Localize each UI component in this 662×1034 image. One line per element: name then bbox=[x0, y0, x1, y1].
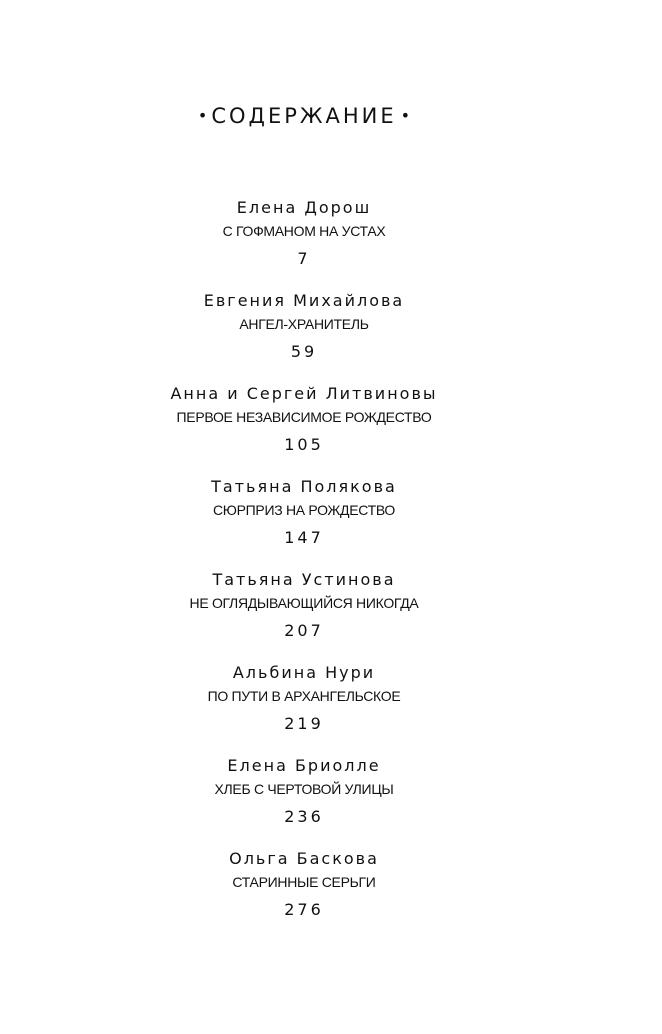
entry-title: ПЕРВОЕ НЕЗАВИСИМОЕ РОЖДЕСТВО bbox=[176, 409, 432, 425]
toc-entry bbox=[0, 754, 608, 847]
toc-list bbox=[0, 196, 608, 940]
entry-title: С ГОФМАНОМ НА УСТАХ bbox=[222, 223, 386, 239]
entry-author: Елена Дорош bbox=[236, 198, 372, 217]
entry-author: Елена Бриолле bbox=[227, 756, 381, 775]
entry-title: ПО ПУТИ В АРХАНГЕЛЬСКОЕ bbox=[207, 688, 401, 704]
toc-entry bbox=[0, 289, 608, 382]
entry-page-number: 59 bbox=[290, 342, 318, 361]
entry-page-number: 7 bbox=[297, 249, 311, 268]
entry-page-number: 147 bbox=[284, 528, 324, 547]
entry-title: СЮРПРИЗ НА РОЖДЕСТВО bbox=[212, 502, 396, 518]
bullet-left: • bbox=[197, 106, 208, 125]
toc-entry bbox=[0, 382, 608, 475]
entry-author: Евгения Михайлова bbox=[203, 291, 405, 310]
entry-page-number: 219 bbox=[284, 714, 324, 733]
toc-entry bbox=[0, 475, 608, 568]
entry-author: Ольга Баскова bbox=[229, 849, 379, 868]
toc-entry bbox=[0, 568, 608, 661]
entry-page-number: 276 bbox=[284, 900, 324, 919]
entry-author: Анна и Сергей Литвиновы bbox=[170, 384, 438, 403]
bullet-right: • bbox=[400, 106, 411, 125]
toc-entry bbox=[0, 847, 608, 940]
entry-title: ХЛЕБ С ЧЕРТОВОЙ УЛИЦЫ bbox=[214, 781, 394, 797]
entry-page-number: 207 bbox=[284, 621, 324, 640]
entry-title: НЕ ОГЛЯДЫВАЮЩИЙСЯ НИКОГДА bbox=[189, 595, 419, 611]
entry-page-number: 105 bbox=[284, 435, 324, 454]
toc-entry bbox=[0, 661, 608, 754]
contents-heading bbox=[0, 104, 608, 128]
entry-author: Татьяна Устинова bbox=[212, 570, 396, 589]
contents-heading-text: СОДЕРЖАНИЕ bbox=[211, 104, 397, 128]
entry-title: АНГЕЛ-ХРАНИТЕЛЬ bbox=[239, 316, 369, 332]
entry-page-number: 236 bbox=[284, 807, 324, 826]
entry-author: Татьяна Полякова bbox=[211, 477, 397, 496]
entry-title: СТАРИННЫЕ СЕРЬГИ bbox=[232, 874, 376, 890]
entry-author: Альбина Нури bbox=[232, 663, 376, 682]
toc-entry bbox=[0, 196, 608, 289]
